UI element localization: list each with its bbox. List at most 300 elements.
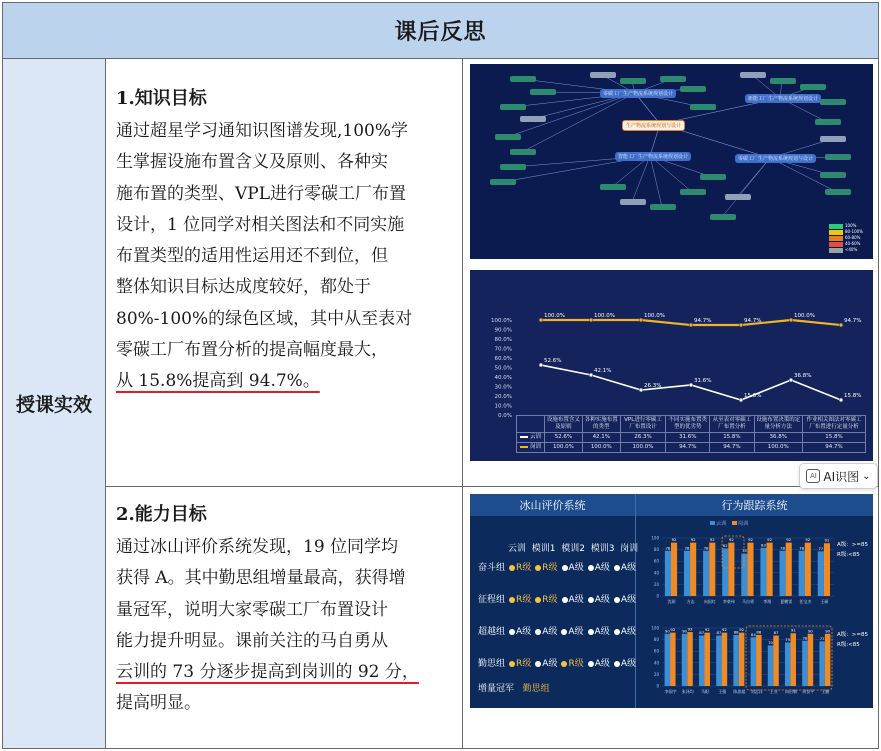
grade-dot-icon [588,661,594,667]
legend-label: 云训 [716,521,727,527]
mindmap-leaf-node [520,116,546,122]
y-tick-label: 100 [651,535,659,541]
table-cell: 94.7% [803,443,866,453]
data-point [739,398,743,402]
y-tick-label: 20 [653,581,659,587]
iceberg-group-row [478,560,636,573]
student-name-label: 刘志洋 [750,689,763,694]
data-point [589,373,593,377]
bar-value-label: 75 [785,637,791,642]
bar-value-label: 92 [709,537,715,543]
legend-swatch [829,230,843,235]
series-name [517,433,545,443]
legend-label: 80-100% [845,229,863,234]
mindmap-legend [829,223,865,253]
bar-value-label: 92 [805,537,811,543]
data-point [639,318,643,322]
grade-label: R级 [516,563,532,573]
bar-gang [767,543,773,596]
student-name-label: 向启朝 [785,689,797,694]
grade-dot-icon [509,661,515,667]
iceberg-title: 冰山评价系统 [470,494,635,516]
mindmap-leaf-node [650,204,676,210]
mindmap-center-node: 生产物流系统规划与设计 [622,120,685,131]
bar-yun [785,643,791,687]
legend-label: <40% [845,247,858,252]
bar-yun [665,634,671,686]
category-label: 从至表对零碳工厂布置分析 [710,416,754,433]
bar-yun [819,641,825,686]
bar-yun [818,551,824,596]
bar-value-label: 87 [773,630,779,636]
grade-label: R级 [542,563,558,573]
y-tick-label: 80 [653,547,659,553]
bar-gang [786,543,792,596]
knowledge-line: 整体知识目标达成度较好，都处于 [116,277,371,298]
grade-label: A级 [594,659,610,669]
bar-yun [699,636,705,686]
ai-recognize-button[interactable] [799,463,878,489]
knowledge-line: 布置类型的适用性运用还不到位，但 [116,246,388,267]
table-row [517,433,866,443]
bar-value-label: 84 [750,631,756,637]
grade-dot-icon [561,661,567,667]
grade-label: R级 [516,659,532,669]
line-chart-image [470,270,873,461]
bar-yun [751,637,757,686]
group-name: 征程组 [478,595,506,605]
data-label: 94.7% [694,318,712,325]
bar-value-label: 87 [699,630,705,636]
knowledge-line: 零碳工厂布置分析的提高幅度最大， [116,340,388,361]
series-swatch [520,436,528,438]
table-cell [517,416,545,433]
y-tick-label: 50.0% [494,365,512,372]
mindmap-hub-node: 智能工厂生产物流系统规划设计 [615,152,691,161]
student-name-label: 王硕 [820,599,829,604]
y-tick-label: 20 [653,671,659,677]
mindmap-leaf-node [510,76,536,82]
legend-label: 40-60% [845,241,861,246]
mindmap-leaf-node [680,189,706,195]
bar-value-label: 90 [808,628,813,634]
bar-value-label: 78 [799,545,805,551]
grade-dot-icon [562,565,568,571]
y-tick-label: 0 [656,593,659,599]
bar-gang [805,543,811,596]
group-name: 勤思组 [478,659,506,669]
mindmap-leaf-node [710,214,736,220]
column-divider [462,59,463,749]
data-label: 15.8% [744,392,762,399]
student-name-label: 李豪伟 [722,599,735,604]
mindmap-leaf-node [820,136,846,142]
bar-value-label: 82 [722,542,728,548]
bar-value-label: 91 [824,537,830,543]
mindmap-hub-node: 零碳工厂生产物流系统规划设计 [600,89,676,98]
table-cell: 36.8% [754,433,803,443]
category-label: 各种实施布置的类型 [582,416,620,433]
data-point [789,378,793,382]
ability-line: 提高明显。 [116,693,201,714]
ability-line: 通过冰山评价系统发现，19 位同学均 [116,537,399,557]
student-name-label: 王业 [769,689,778,694]
group-name: 超越组 [478,627,506,637]
bar-gang [687,632,693,686]
y-tick-label: 30.0% [494,384,512,391]
iceberg-column-headers [508,541,638,554]
ability-line: 能力提升明显。课前关注的马自勇从 [116,630,388,651]
mindmap-leaf-node [530,89,556,95]
bar-yun [760,548,766,596]
data-label: 36.8% [794,373,812,380]
y-tick-label: 90.0% [494,327,512,334]
chevron-down-icon: ⌄ [862,470,871,482]
bar-value-label: 78 [684,545,690,551]
bar-value-label: 92 [728,537,734,543]
mindmap-leaf-node [620,78,646,84]
y-tick-label: 100 [651,625,659,631]
bar-value-label: 78 [703,545,709,551]
grade-dot-icon [614,661,620,667]
champion-row [478,681,550,694]
category-label: 设施布置决策的定量分析方法 [754,416,803,433]
data-label: 94.7% [744,318,762,325]
ability-line: 量冠军，说明大家零碳工厂布置设计 [116,599,388,620]
legend-swatch [829,236,843,241]
y-tick-label: 100.0% [491,318,512,324]
bar-value-label: 91 [790,627,796,633]
y-tick-label: 60.0% [494,356,512,362]
data-label: 26.3% [644,383,662,390]
student-name-label: 王鹏 [821,689,830,694]
bar-yun [741,554,747,596]
knowledge-goal-heading: 1.知识目标 [116,88,207,109]
bar-value-label: 78 [802,635,808,641]
bar-value-label: 88 [733,629,739,635]
ai-scan-icon: AI [806,469,820,483]
mindmap-leaf-node [825,189,851,195]
mindmap-link [507,93,635,137]
bar-value-label: 70 [768,639,773,645]
iceberg-group-row [478,592,636,605]
data-label: 100.0% [544,313,565,319]
bar-value-label: 92 [671,537,677,543]
grade-dot-icon [535,597,541,603]
legend-label: 100% [845,223,857,228]
series-label: 岗训 [529,444,541,450]
grade-label: A级 [594,627,610,637]
mindmap-leaf-node [820,99,846,105]
student-name-label: 马自勇 [742,599,754,604]
grade-label: A级 [568,595,584,605]
champion-label: 增量冠军 [478,684,515,694]
student-name-label: 夏鹏雷 [780,599,793,604]
row-divider [106,486,879,487]
series-label: 云训 [529,434,541,440]
legend-swatch [829,248,843,253]
mindmap-leaf-node [770,78,796,84]
category-label: 作业相关图法对零碳工厂布置进行定量分析 [803,416,866,433]
student-name-label: 任宝杰 [799,599,812,604]
grade-dot-icon [509,565,515,571]
bar-yun [703,551,709,596]
bar-yun [716,636,722,686]
bar-gang [709,543,715,596]
bar-value-label: 90 [664,628,670,634]
grade-label: A级 [620,563,637,573]
data-point [689,383,693,387]
y-tick-label: 20.0% [494,394,512,400]
bar-value-label: 92 [690,537,696,543]
grade-label: A级 [568,627,584,637]
bar-value-label: 92 [767,537,773,543]
mindmap-leaf-node [740,72,766,78]
series-name [517,443,545,453]
bar-yun [780,551,786,596]
col-header: 岗训 [620,544,639,554]
data-label: 100.0% [594,313,615,319]
page-title: 课后反思 [394,20,487,45]
y-tick-label: 60 [653,648,659,654]
mindmap-leaf-node [500,104,526,110]
table-cell: 52.6% [545,433,583,443]
bar-value-label: 92 [739,627,745,633]
ai-button-label: AI识图 [823,469,860,484]
legend-swatch [829,242,843,247]
grade-dot-icon [509,597,515,603]
legend-label: 岗训 [738,521,749,527]
table-cell: 26.3% [620,433,666,443]
bar-value-label: 92 [704,627,710,633]
table-row [517,416,866,433]
bar-value-label: 92 [748,537,753,543]
bar-gang [808,634,814,686]
grade-dot-icon [535,661,541,667]
y-tick-label: 0 [656,683,659,689]
table-row [517,443,866,453]
grade-label: A级 [620,595,637,605]
student-name-label: 张泽均 [681,689,694,694]
bar-value-label: 88 [756,629,762,635]
mindmap-leaf-node [815,119,841,125]
mindmap-leaf-node [495,134,521,140]
grade-rule-a: A级：>=85 [837,632,868,638]
bar-gang [824,543,830,596]
mindmap-leaf-node [490,179,516,185]
category-label: 设施布置含义及原则 [545,416,583,433]
y-tick-label: 10.0% [494,403,512,410]
y-tick-label: 80.0% [494,337,512,343]
knowledge-line: 生掌握设施布置含义及原则、各种实 [116,152,388,173]
table-header [2,2,879,59]
knowledge-graph-image [470,64,873,259]
grade-dot-icon [561,629,567,635]
mindmap-hub-node: 新能工厂生产物流系统规划设计 [745,94,821,103]
grade-rule-r: R级:<85 [837,642,860,648]
data-point [539,318,543,322]
table-cell: 94.7% [710,443,754,453]
bar-gang [728,543,734,596]
series-line-云训 [541,365,841,400]
mindmap-hub-node: 零碳工厂生产物流系统规划与设计 [735,154,816,163]
bar-value-label: 90 [825,628,831,634]
grade-dot-icon [614,597,620,603]
data-point [639,388,643,392]
mindmap-leaf-node [620,199,646,205]
knowledge-goal-text [116,84,456,398]
y-tick-label: 40 [653,660,659,666]
bar-gang [756,635,762,686]
mindmap-leaf-node [825,154,851,160]
bar-value-label: 90 [682,628,687,634]
row-label-cell [2,59,106,749]
bar-yun [733,635,739,686]
bar-value-label: 93 [687,626,693,632]
legend-label: 60-80% [845,235,861,240]
grade-dot-icon [614,629,620,635]
series-swatch [520,446,528,448]
bar-gang [671,543,677,596]
legend-swatch [710,521,715,525]
grade-dot-icon [588,597,594,603]
bar-gang [773,636,779,686]
grade-label: R级 [516,595,532,605]
col-header: 模训2 [561,544,585,554]
y-tick-label: 60 [653,558,659,564]
ability-line: 获得 A。其中勤思组增量最高，获得增 [116,568,406,589]
data-point [539,363,543,367]
grade-label: A级 [594,595,610,605]
mindmap-link [737,158,770,197]
bar-yun [802,641,808,686]
bar-gang [747,543,753,596]
mindmap-leaf-node [510,149,536,155]
data-point [789,318,793,322]
table-cell: 100.0% [582,443,620,453]
student-name-label: 方志 [686,599,695,604]
iceberg-group-row [478,624,636,637]
knowledge-line: 80%-100%的绿色区域，其中从至表对 [116,308,413,329]
data-label: 42.1% [594,368,612,375]
mindmap-leaf-node [800,84,826,90]
mindmap-leaf-node [590,72,616,78]
table-cell: 15.8% [803,433,866,443]
mindmap-leaf-node [680,86,706,92]
bar-value-label: 83 [761,542,766,548]
col-header: 云训 [508,544,527,554]
bar-gang [722,633,728,686]
mindmap-leaf-node [660,76,686,82]
table-cell: 100.0% [754,443,803,453]
table-cell: 100.0% [620,443,666,453]
bar-legend [710,520,748,527]
behavior-bar-charts [636,516,873,708]
category-label: VPL进行零碳工厂布置设计 [620,416,666,433]
data-label: 52.6% [544,358,562,365]
data-label: 100.0% [794,313,815,319]
grade-label: A级 [516,627,532,637]
table-cell: 94.7% [666,443,710,453]
behavior-title: 行为跟踪系统 [636,494,873,516]
y-tick-label: 40 [653,570,659,576]
col-header: 模训3 [590,544,615,554]
mindmap-leaf-node [500,164,526,170]
bar-value-label: 77 [819,635,825,641]
student-name-label: 向国红 [703,599,716,604]
y-tick-label: 0.0% [498,413,512,419]
student-name-label: 沈玥 [667,599,676,604]
grade-dot-icon [562,597,568,603]
grade-label: R级 [542,595,558,605]
mindmap-link [650,156,692,192]
col-header: 模训1 [531,544,556,554]
bar-gang [704,633,710,686]
grade-label: R级 [568,659,584,669]
grade-label: A级 [594,563,610,573]
bar-yun [684,551,690,596]
data-label: 100.0% [644,313,665,319]
grade-dot-icon [614,565,620,571]
table-cell: 42.1% [582,433,620,443]
mindmap-leaf-node [725,194,751,200]
student-name-label: 李翔 [763,599,772,604]
champion-group: 勤思组 [522,684,550,694]
data-label: 15.8% [844,392,862,399]
y-tick-label: 40.0% [494,375,512,381]
mindmap-leaf-node [700,174,726,180]
grade-dot-icon [535,629,541,635]
iceberg-evaluation-image [470,494,873,708]
mindmap-leaf-node [600,184,626,190]
data-label: 94.7% [844,318,862,325]
bar-value-label: 92 [670,627,676,633]
grade-label: A级 [620,627,636,637]
mindmap-leaf-node [820,172,846,178]
bar-yun [722,548,728,596]
data-label: 31.6% [694,377,712,384]
data-point [839,323,843,327]
data-point [839,398,843,402]
bar-gang [790,633,796,686]
y-tick-label: 70.0% [494,346,512,353]
bar-yun [682,634,688,686]
bar-value-label: 78 [780,545,786,551]
data-point [589,318,593,322]
grade-label: A级 [542,659,558,669]
row-label: 授课实效 [15,394,92,416]
mindmap-leaf-node [690,104,716,110]
knowledge-highlight: 从 15.8%提高到 94.7%。 [116,371,320,392]
student-name-label: 周良平 [802,689,815,694]
bar-value-label: 73 [741,548,747,554]
bar-gang [739,633,745,686]
bar-value-label: 77 [818,545,824,551]
knowledge-line: 设计，1 位同学对相关图法和不同实施 [116,214,405,235]
grade-label: A级 [620,659,637,669]
bar-gang [690,543,696,596]
grade-dot-icon [588,565,594,571]
iceberg-group-row [478,656,636,669]
line-chart-data-table [516,415,866,453]
bar-yun [768,645,774,686]
group-name: 奋斗组 [478,563,506,573]
legend-row [829,247,865,253]
ability-highlight: 云训的 73 分逐步提高到岗训的 92 分， [116,662,419,683]
legend-swatch [829,224,843,229]
knowledge-line: 通过超星学习通知识图谱发现,100%学 [116,121,409,141]
bar-gang [825,634,831,686]
